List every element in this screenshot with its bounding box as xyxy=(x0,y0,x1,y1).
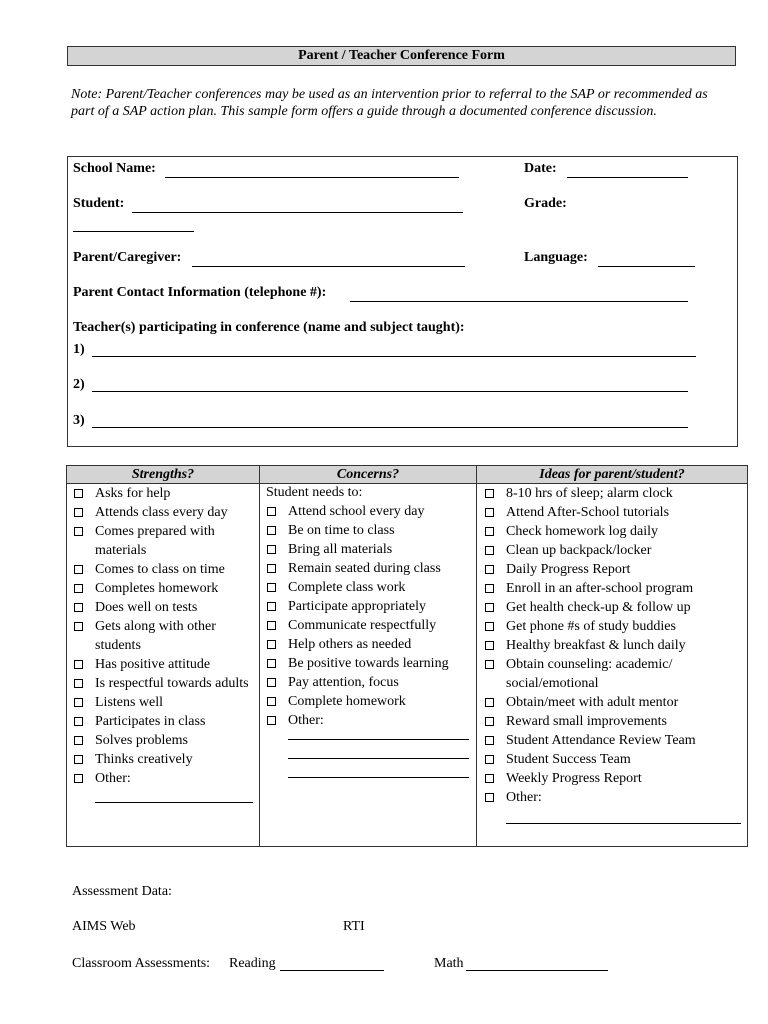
date-field[interactable] xyxy=(567,177,688,178)
concern-item xyxy=(260,616,476,635)
reading-label: Reading xyxy=(229,956,276,971)
strengths-other-line[interactable] xyxy=(95,802,253,803)
checkbox[interactable] xyxy=(485,660,494,669)
checkbox[interactable] xyxy=(74,508,83,517)
strength-item xyxy=(67,674,259,693)
math-field[interactable] xyxy=(466,970,608,971)
teacher-3-field[interactable] xyxy=(92,427,688,428)
strength-item xyxy=(67,484,259,503)
strength-item xyxy=(67,579,259,598)
concern-item-label: Bring all materials xyxy=(288,542,393,557)
concern-item-label: Complete class work xyxy=(288,580,406,595)
idea-item xyxy=(477,693,747,712)
concern-item xyxy=(260,521,476,540)
strength-item xyxy=(67,693,259,712)
strength-item-label: Gets along with other students xyxy=(95,619,216,653)
ideas-column xyxy=(477,484,748,847)
concern-item xyxy=(260,692,476,711)
student-label: Student: xyxy=(73,196,125,211)
checkbox[interactable] xyxy=(485,584,494,593)
teacher-1-label: 1) xyxy=(73,342,85,357)
idea-item xyxy=(477,750,747,769)
checkbox[interactable] xyxy=(267,678,276,687)
checkbox[interactable] xyxy=(74,584,83,593)
idea-item xyxy=(477,655,747,693)
form-title: Parent / Teacher Conference Form xyxy=(67,46,736,66)
concern-item-label: Participate appropriately xyxy=(288,599,426,614)
strength-item xyxy=(67,598,259,617)
rti-label: RTI xyxy=(343,919,365,934)
checkbox[interactable] xyxy=(267,507,276,516)
concern-item-label: Be on time to class xyxy=(288,523,395,538)
concern-item-label: Communicate respectfully xyxy=(288,618,437,633)
checkbox[interactable] xyxy=(485,489,494,498)
checkbox[interactable] xyxy=(485,774,494,783)
strengths-column xyxy=(67,484,260,847)
teacher-3-label: 3) xyxy=(73,413,85,428)
checkbox[interactable] xyxy=(485,641,494,650)
conference-grid xyxy=(66,465,748,847)
strength-item-label: Does well on tests xyxy=(95,600,198,615)
strength-item-label: Other: xyxy=(95,771,131,786)
idea-item-label: Enroll in an after-school program xyxy=(506,581,694,596)
checkbox[interactable] xyxy=(267,621,276,630)
student-field[interactable] xyxy=(132,212,463,213)
checkbox[interactable] xyxy=(74,660,83,669)
strength-item xyxy=(67,769,259,788)
checkbox[interactable] xyxy=(74,565,83,574)
checkbox[interactable] xyxy=(74,679,83,688)
strength-item-label: Thinks creatively xyxy=(95,752,193,767)
strength-item xyxy=(67,503,259,522)
strength-item xyxy=(67,617,259,655)
concern-item xyxy=(260,635,476,654)
concern-item xyxy=(260,673,476,692)
concern-item xyxy=(260,578,476,597)
teacher-2-field[interactable] xyxy=(92,391,688,392)
checkbox[interactable] xyxy=(74,622,83,631)
concern-item xyxy=(260,597,476,616)
grade-label: Grade: xyxy=(524,196,567,211)
checkbox[interactable] xyxy=(485,793,494,802)
checkbox[interactable] xyxy=(74,717,83,726)
strength-item xyxy=(67,712,259,731)
checkbox[interactable] xyxy=(267,564,276,573)
checkbox[interactable] xyxy=(267,526,276,535)
idea-item-label: Weekly Progress Report xyxy=(506,771,642,786)
idea-item xyxy=(477,788,747,807)
checkbox[interactable] xyxy=(267,716,276,725)
assessment-label: Assessment Data: xyxy=(72,884,172,899)
idea-item xyxy=(477,503,747,522)
idea-item-label: Student Success Team xyxy=(506,752,631,767)
checkbox[interactable] xyxy=(74,698,83,707)
reading-field[interactable] xyxy=(280,970,384,971)
checkbox[interactable] xyxy=(74,489,83,498)
math-label: Math xyxy=(434,956,464,971)
idea-item-label: Daily Progress Report xyxy=(506,562,631,577)
checkbox[interactable] xyxy=(74,774,83,783)
idea-item-label: Student Attendance Review Team xyxy=(506,733,696,748)
strength-item-label: Is respectful towards adults xyxy=(95,676,249,691)
student-info-box xyxy=(67,156,738,447)
concerns-header: Concerns? xyxy=(260,466,477,484)
contact-label: Parent Contact Information (telephone #): xyxy=(73,285,327,300)
concern-item-label: Other: xyxy=(288,713,324,728)
school-name-field[interactable] xyxy=(165,177,459,178)
idea-item-label: Clean up backpack/locker xyxy=(506,543,652,558)
strength-item xyxy=(67,750,259,769)
form-note: Note: Parent/Teacher conferences may be used as an intervention prior to referral to the SAP or recommended as part of a SAP action plan. This sample form offers a guide through a documented conference discussion. xyxy=(71,87,708,119)
language-label: Language: xyxy=(524,250,588,265)
idea-item xyxy=(477,598,747,617)
strength-item xyxy=(67,560,259,579)
strength-item-label: Participates in class xyxy=(95,714,206,729)
concern-item xyxy=(260,559,476,578)
strength-item-label: Asks for help xyxy=(95,486,171,501)
contact-field[interactable] xyxy=(350,301,688,302)
idea-item-label: Reward small improvements xyxy=(506,714,667,729)
checkbox[interactable] xyxy=(267,545,276,554)
checkbox[interactable] xyxy=(485,527,494,536)
checkbox[interactable] xyxy=(485,603,494,612)
idea-item-label: Obtain/meet with adult mentor xyxy=(506,695,679,710)
strength-item-label: Completes homework xyxy=(95,581,219,596)
ideas-header: Ideas for parent/student? xyxy=(477,466,748,484)
checkbox[interactable] xyxy=(485,546,494,555)
concern-item-label: Pay attention, focus xyxy=(288,675,399,690)
checkbox[interactable] xyxy=(485,622,494,631)
strength-item xyxy=(67,522,259,560)
idea-item-label: Other: xyxy=(506,790,542,805)
checkbox[interactable] xyxy=(267,583,276,592)
checkbox[interactable] xyxy=(267,697,276,706)
checkbox[interactable] xyxy=(267,640,276,649)
concern-item xyxy=(260,654,476,673)
strength-item-label: Has positive attitude xyxy=(95,657,211,672)
checkbox[interactable] xyxy=(74,736,83,745)
concern-item-label: Be positive towards learning xyxy=(288,656,449,671)
parent-label: Parent/Caregiver: xyxy=(73,250,182,265)
concern-item xyxy=(260,540,476,559)
idea-item xyxy=(477,731,747,750)
concerns-other-line-2[interactable] xyxy=(288,758,469,759)
idea-item-label: Obtain counseling: academic/ social/emotional xyxy=(506,657,673,691)
strength-item-label: Listens well xyxy=(95,695,164,710)
idea-item xyxy=(477,712,747,731)
concerns-column xyxy=(260,484,477,847)
idea-item-label: Get health check-up & follow up xyxy=(506,600,691,615)
idea-item xyxy=(477,636,747,655)
idea-item xyxy=(477,579,747,598)
concerns-other-line-1[interactable] xyxy=(288,739,469,740)
idea-item xyxy=(477,617,747,636)
concerns-intro: Student needs to: xyxy=(266,485,363,500)
concern-item-label: Attend school every day xyxy=(288,504,425,519)
strength-item-label: Attends class every day xyxy=(95,505,228,520)
ideas-other-line[interactable] xyxy=(506,823,741,824)
checkbox[interactable] xyxy=(267,602,276,611)
checkbox[interactable] xyxy=(485,717,494,726)
aims-web-label: AIMS Web xyxy=(72,919,136,934)
concerns-other-line-3[interactable] xyxy=(288,777,469,778)
teacher-1-field[interactable] xyxy=(92,356,696,357)
checkbox[interactable] xyxy=(74,603,83,612)
checkbox[interactable] xyxy=(485,565,494,574)
strength-item-label: Comes prepared with materials xyxy=(95,524,215,558)
idea-item-label: Check homework log daily xyxy=(506,524,659,539)
idea-item xyxy=(477,769,747,788)
grade-field[interactable] xyxy=(73,231,194,232)
idea-item-label: Attend After-School tutorials xyxy=(506,505,670,520)
concern-item xyxy=(260,711,476,730)
concern-item-label: Remain seated during class xyxy=(288,561,441,576)
checkbox[interactable] xyxy=(74,527,83,536)
idea-item xyxy=(477,522,747,541)
strength-item xyxy=(67,655,259,674)
strength-item-label: Comes to class on time xyxy=(95,562,225,577)
checkbox[interactable] xyxy=(485,736,494,745)
teacher-2-label: 2) xyxy=(73,377,85,392)
strength-item xyxy=(67,731,259,750)
language-field[interactable] xyxy=(598,266,695,267)
idea-item-label: 8-10 hrs of sleep; alarm clock xyxy=(506,486,673,501)
idea-item xyxy=(477,560,747,579)
concern-item-label: Complete homework xyxy=(288,694,406,709)
idea-item xyxy=(477,484,747,503)
date-label: Date: xyxy=(524,161,557,176)
teachers-label: Teacher(s) participating in conference (name and subject taught): xyxy=(73,320,465,335)
concern-item-label: Help others as needed xyxy=(288,637,412,652)
idea-item-label: Healthy breakfast & lunch daily xyxy=(506,638,686,653)
concern-item xyxy=(260,502,476,521)
checkbox[interactable] xyxy=(485,508,494,517)
classroom-assessments-label: Classroom Assessments: xyxy=(72,956,211,971)
parent-field[interactable] xyxy=(192,266,465,267)
idea-item xyxy=(477,541,747,560)
checkbox[interactable] xyxy=(485,755,494,764)
strengths-header: Strengths? xyxy=(67,466,260,484)
idea-item-label: Get phone #s of study buddies xyxy=(506,619,676,634)
checkbox[interactable] xyxy=(74,755,83,764)
checkbox[interactable] xyxy=(485,698,494,707)
checkbox[interactable] xyxy=(267,659,276,668)
school-name-label: School Name: xyxy=(73,161,156,176)
strength-item-label: Solves problems xyxy=(95,733,188,748)
